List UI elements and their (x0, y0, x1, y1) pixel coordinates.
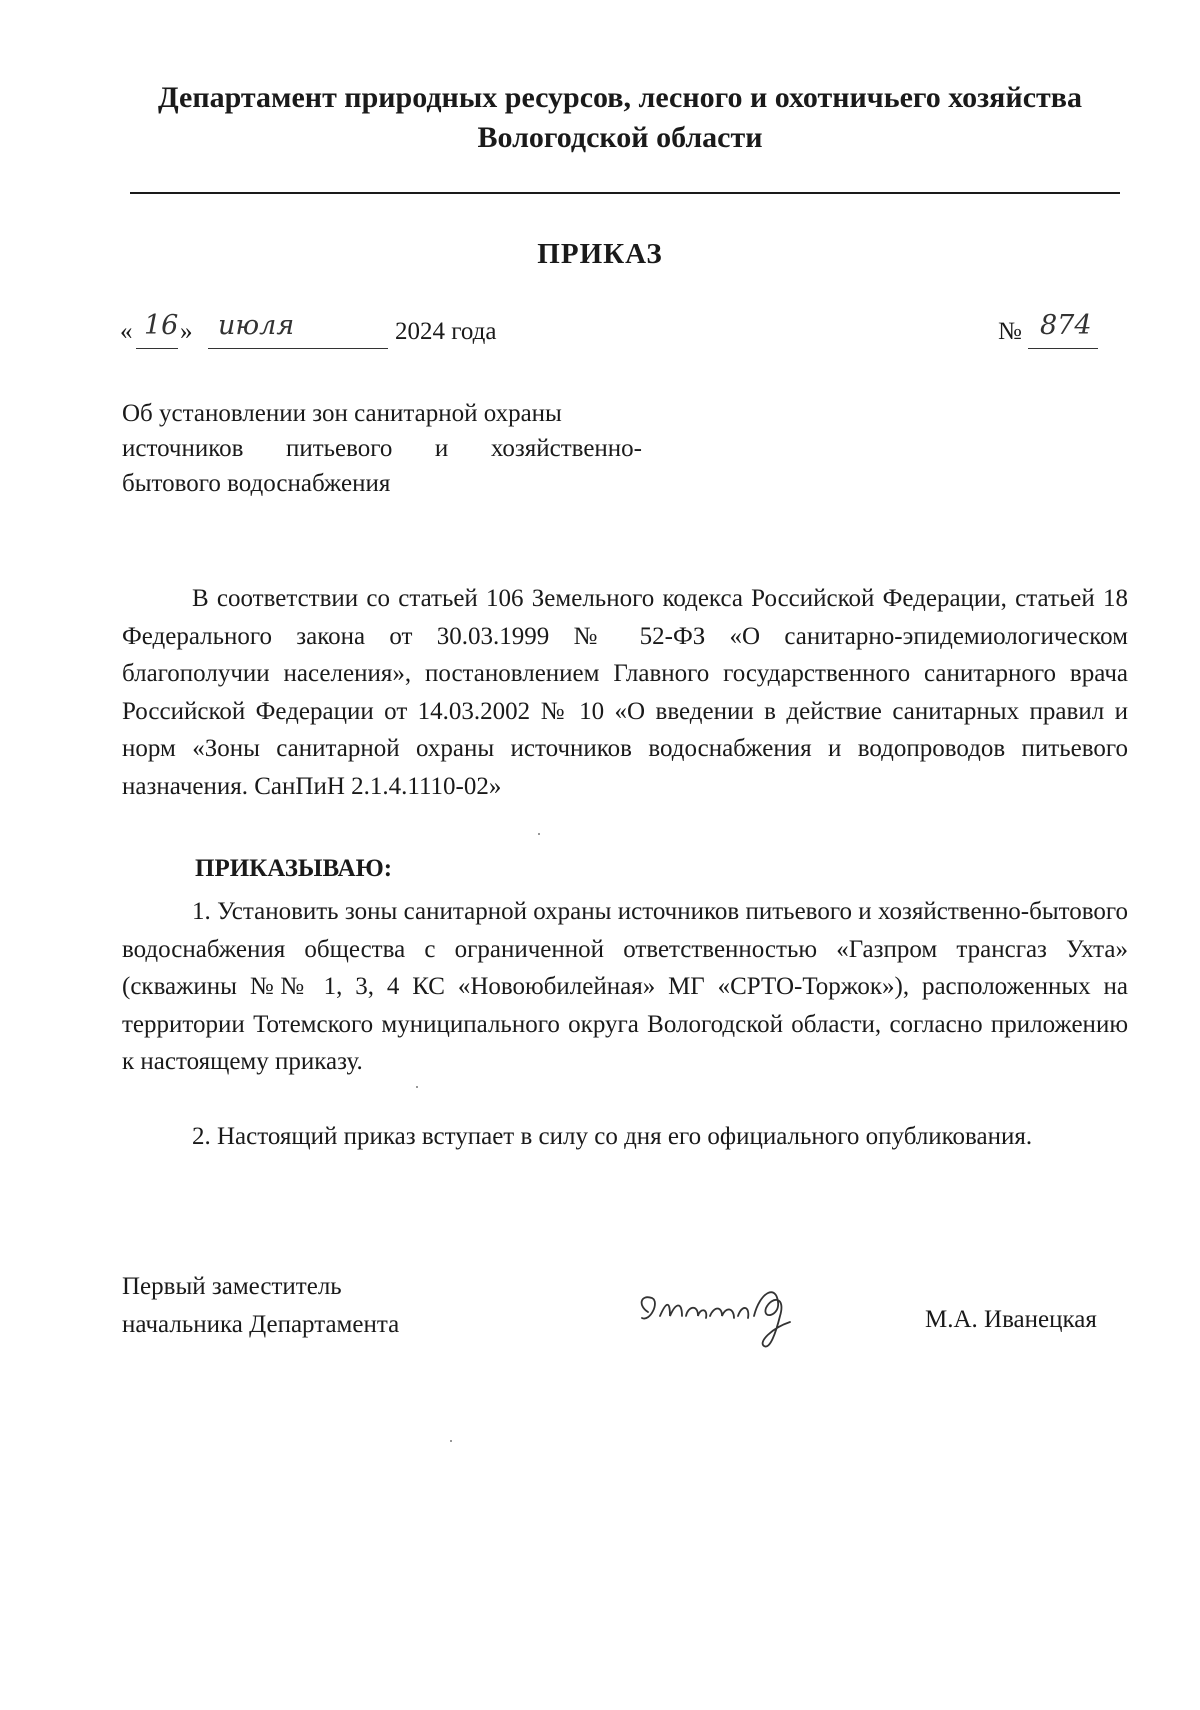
number-label: № (998, 318, 1022, 345)
order-item-2-text: 2. Настоящий приказ вступает в силу со дня его официального опубликования. (192, 1123, 1033, 1150)
position-line1: Первый заместитель (122, 1273, 342, 1300)
date-open-quote: « (120, 318, 133, 345)
order-item-2 (122, 1118, 1128, 1156)
order-item-1-text: 1. Установить зоны санитарной охраны источников питьевого и хозяйственно-бытового водоснабжения общества с ограниченной ответственностью «Газпром трансгаз Ухта» (скважины №№ 1, 3, 4 КС «Новоюбилейная» МГ «СРТО-Торжок»), расположенных на территории Тотемского муниципального округа Вологодской области, согласно приложению к настоящему приказу. (122, 898, 1128, 1075)
order-word: ПРИКАЗЫВАЮ: (195, 855, 393, 882)
handwritten-signature (630, 1272, 820, 1362)
date-day-handwritten: 16 (144, 310, 179, 341)
order-number-handwritten: 874 (1040, 310, 1092, 341)
day-underline (136, 348, 178, 349)
scan-speck (416, 1086, 418, 1088)
position-line2: начальника Департамента (122, 1311, 400, 1338)
preamble-paragraph (122, 580, 1128, 805)
preamble-text: В соответствии со статьей 106 Земельного кодекса Российской Федерации, статьей 18 Федерального закона от 30.03.1999 № 52-ФЗ «О санитарно-эпидемиологическом благополучии населения», постановлением Главного государственного санитарного врача Российской Федерации от 14.03.2002 № 10 «О введении в действие санитарных правил и норм «Зоны санитарной охраны источников водоснабжения и водопроводов питьевого назначения. СанПиН 2.1.4.1110-02» (122, 585, 1128, 800)
scan-speck (538, 833, 540, 835)
document-title: ПРИКАЗ (537, 238, 663, 270)
date-close-quote: » (180, 318, 193, 345)
subject-line3: бытового водоснабжения (122, 470, 391, 497)
scan-speck (450, 1440, 452, 1442)
org-name-line1: Департамент природных ресурсов, лесного и охотничьего хозяйства (158, 81, 1082, 114)
signatory-name: М.А. Иванецкая (925, 1306, 1097, 1333)
org-name-line2: Вологодской области (477, 121, 763, 154)
document-subject (122, 396, 642, 501)
header-divider (130, 192, 1120, 194)
number-underline (1028, 348, 1098, 349)
subject-line2: источников питьевого и хозяйственно- (122, 435, 642, 462)
date-number-line (120, 310, 1130, 358)
signatory-position (122, 1268, 399, 1344)
date-year: 2024 года (395, 318, 497, 345)
order-item-1 (122, 893, 1128, 1081)
subject-line1: Об установлении зон санитарной охраны (122, 400, 562, 427)
month-underline (208, 348, 388, 349)
organization-header (110, 78, 1130, 158)
date-month-handwritten: июля (218, 310, 295, 341)
